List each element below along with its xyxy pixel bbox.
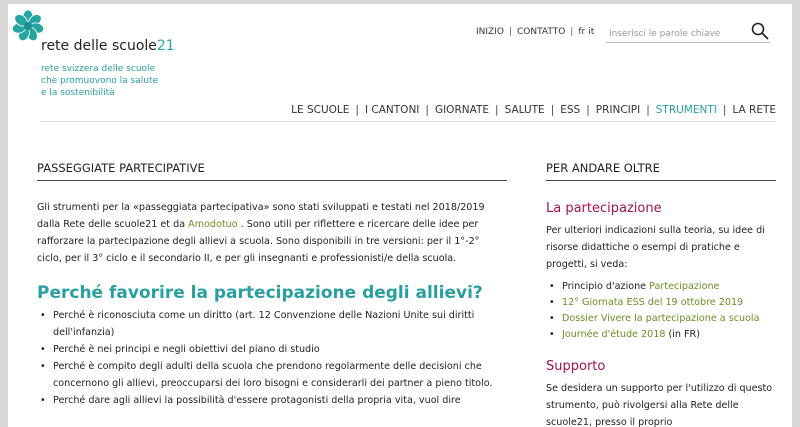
- link-suffix: (in FR): [665, 329, 700, 340]
- intro-paragraph: [37, 199, 507, 267]
- mainnav-giornate[interactable]: GIORNATE: [434, 104, 490, 116]
- tagline-line-2: che promuovono la salute: [41, 76, 159, 86]
- separator: |: [646, 104, 650, 116]
- section-title: PASSEGGIATE PARTECIPATIVE: [37, 161, 507, 181]
- resources-list: [546, 279, 776, 343]
- mainnav-la-rete[interactable]: LA RETE: [732, 104, 776, 116]
- separator: |: [355, 104, 359, 116]
- mainnav-salute[interactable]: SALUTE: [504, 104, 545, 116]
- link-prefix: Principio d'azione: [562, 281, 650, 292]
- why-heading: Perché favorire la partecipazione degli allievi?: [37, 283, 483, 303]
- top-nav: [476, 27, 594, 37]
- lang-it-link[interactable]: it: [588, 27, 595, 37]
- list-item: • Perché è compito degli adulti della scuola che prendono regolarmente delle decisioni che concernono gli allievi, preoccuparsi dei loro bisogni e considerarli dei partner a pieno titolo.: [37, 358, 507, 392]
- dossier-link[interactable]: Dossier Vivere la partecipazione a scuola: [562, 313, 760, 324]
- separator: |: [550, 104, 555, 116]
- site-name-text: rete delle scuole: [41, 38, 157, 54]
- nav-contact-link[interactable]: CONTATTO: [517, 27, 566, 37]
- tagline-line-1: rete svizzera delle scuole: [41, 64, 156, 74]
- list-item: • Perché è nei principi e negli obiettivi del piano di studio: [37, 341, 507, 358]
- page: [8, 4, 792, 427]
- separator: |: [586, 104, 590, 116]
- partecipazione-link[interactable]: Partecipazione: [649, 281, 720, 292]
- list-item: [546, 279, 776, 295]
- nav-home-link[interactable]: INIZIO: [476, 27, 504, 37]
- separator: |: [508, 27, 512, 37]
- journee-etude-link[interactable]: Journée d'étude 2018: [562, 329, 666, 340]
- participation-text: Per ulteriori indicazioni sulla teoria, su idee di risorse didattiche o esempi di pratiche e progetti, si veda:: [546, 225, 765, 270]
- list-item: [546, 311, 776, 327]
- list-item: • Perché è riconosciuta come un diritto (art. 12 Convenzione delle Nazioni Unite sui diritti dell'infanzia): [37, 307, 507, 341]
- separator: |: [570, 27, 574, 37]
- search-icon[interactable]: [750, 21, 770, 41]
- mainnav-le-scuole[interactable]: LE SCUOLE: [291, 104, 350, 116]
- site-name-number: 21: [156, 38, 175, 54]
- reasons-list: [37, 307, 507, 409]
- search-box: [606, 21, 770, 43]
- list-item: [546, 327, 776, 343]
- intro-text-end: . Sono utili per riflettere e ricercare delle idee per rafforzare la partecipazione degli allievi a scuola. Sono disponibili in tre versioni: per il 1°-2° ciclo, per il 3° ciclo e il secondario II, e per gli insegnanti e professionisti/e della scuola.: [37, 219, 480, 264]
- list-item: [546, 295, 776, 311]
- separator: |: [425, 104, 429, 116]
- search-input[interactable]: [606, 24, 742, 44]
- mainnav-strumenti[interactable]: STRUMENTI: [655, 104, 717, 116]
- sidebar: [546, 161, 776, 427]
- mainnav-i-cantoni[interactable]: I CANTONI: [364, 104, 420, 116]
- site-name[interactable]: [41, 38, 175, 54]
- mainnav-ess[interactable]: ESS: [560, 104, 581, 116]
- support-heading: Supporto: [546, 359, 606, 374]
- flower-logo-icon[interactable]: [12, 10, 44, 42]
- main-nav: [291, 104, 776, 116]
- tagline: [41, 63, 158, 99]
- support-text: Se desidera un supporto per l'utilizzo di questo strumento, può rivolgersi alla Rete delle scuole21, presso il proprio: [546, 383, 773, 427]
- nav-divider: [40, 121, 776, 122]
- separator: |: [722, 104, 727, 116]
- separator: |: [495, 104, 499, 116]
- intro-text: Gli strumenti per la «passeggiata partecipativa» sono stati sviluppati e testati nel 2018/2019 dalla Rete delle scuole21 et da: [37, 202, 485, 230]
- main-content: [37, 161, 507, 409]
- amodotuo-link[interactable]: Amodotuo: [188, 219, 238, 230]
- giornata-ess-link[interactable]: 12° Giornata ESS del 19 ottobre 2019: [562, 297, 744, 308]
- sidebar-title: PER ANDARE OLTRE: [546, 161, 776, 181]
- list-item: • Perché dare agli allievi la possibilità d'essere protagonisti della propria vita, vuol dire: [37, 392, 507, 409]
- lang-fr-link[interactable]: fr: [578, 27, 586, 37]
- tagline-line-3: e la sostenibilità: [41, 88, 115, 98]
- participation-heading: La partecipazione: [546, 201, 662, 216]
- mainnav-principi[interactable]: PRINCIPI: [595, 104, 641, 116]
